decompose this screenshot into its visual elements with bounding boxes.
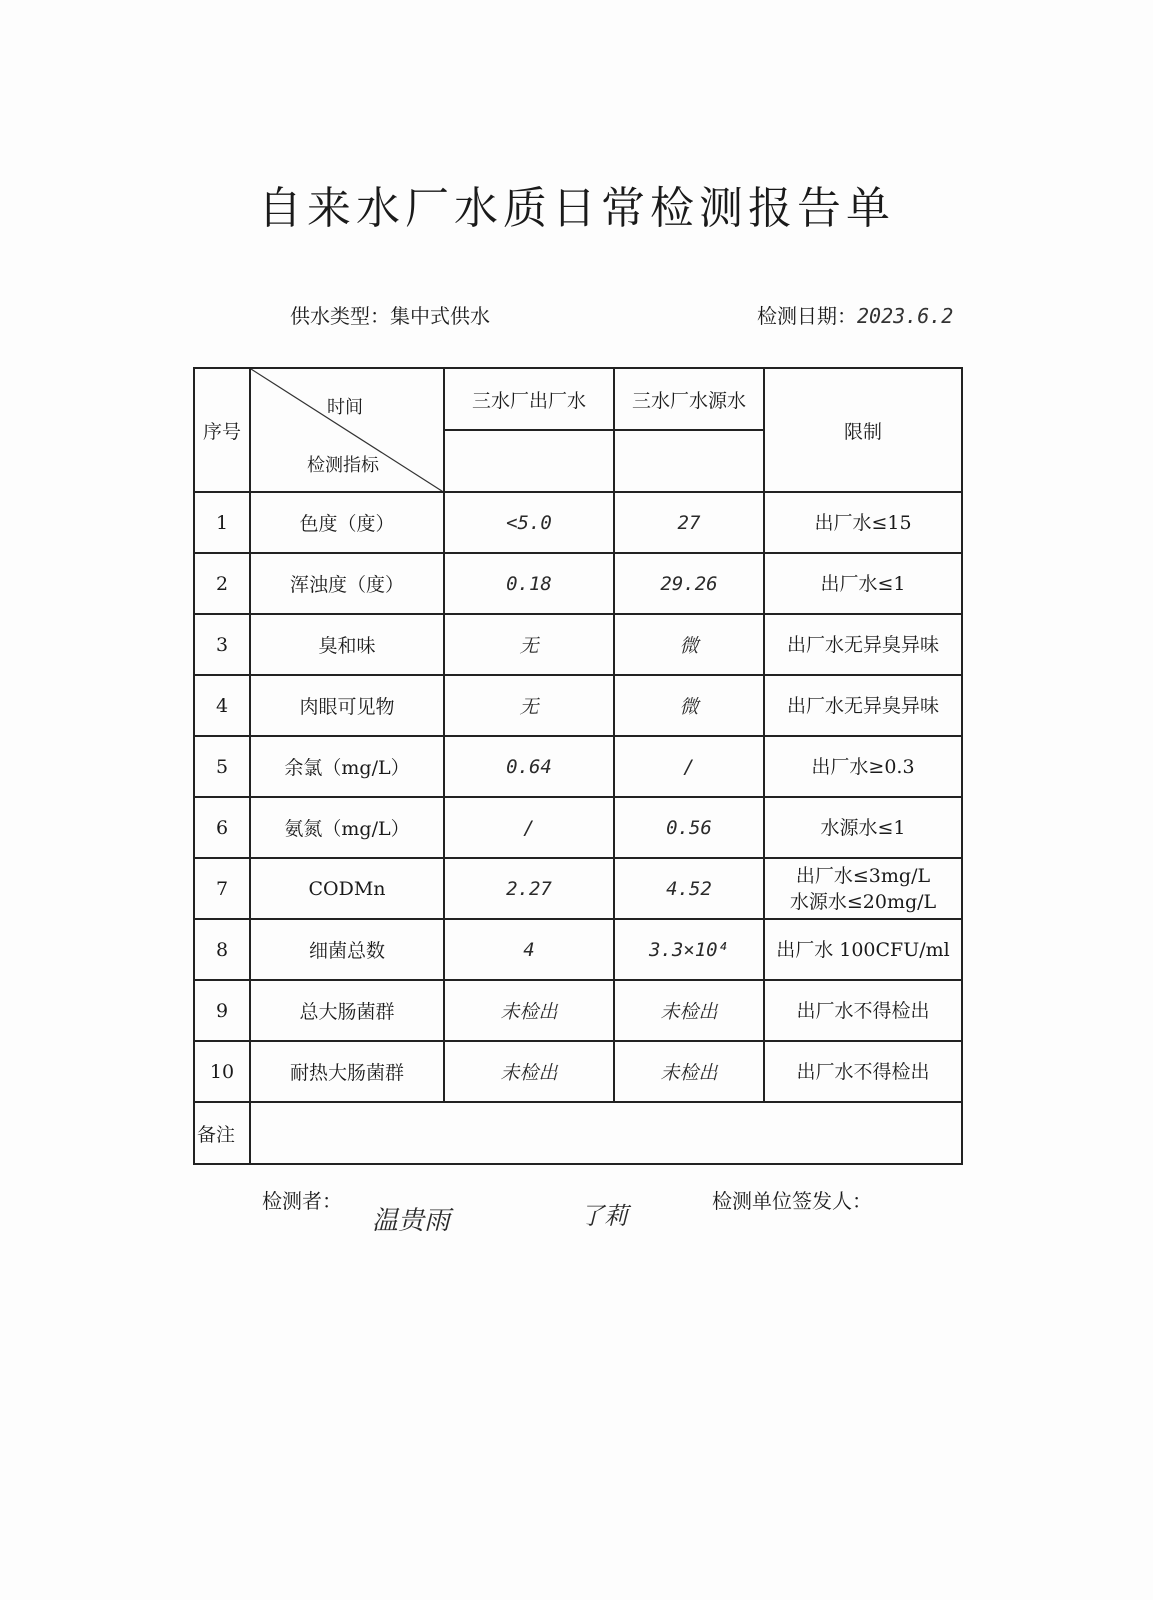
table-row — [194, 1041, 962, 1102]
table-row — [194, 492, 962, 553]
row-value-b: / — [614, 736, 764, 797]
page-title: 自来水厂水质日常检测报告单 — [258, 183, 895, 234]
remark-value — [250, 1102, 962, 1164]
row-limit: 出厂水不得检出 — [764, 980, 962, 1041]
row-indicator: 余氯（mg/L） — [250, 736, 444, 797]
indicator-label: 检测指标 — [307, 455, 379, 476]
row-limit: 出厂水≥0.3 — [764, 736, 962, 797]
row-number: 10 — [194, 1041, 250, 1102]
table-body — [194, 492, 962, 1102]
row-value-b: 未检出 — [614, 980, 764, 1041]
row-indicator: 肉眼可见物 — [250, 675, 444, 736]
table-row — [194, 614, 962, 675]
row-indicator: 浑浊度（度） — [250, 553, 444, 614]
report-table — [193, 367, 963, 1165]
supply-type — [290, 300, 490, 329]
row-indicator: 氨氮（mg/L） — [250, 797, 444, 858]
row-number: 2 — [194, 553, 250, 614]
row-value-b: 3.3×10⁴ — [614, 919, 764, 980]
row-indicator: 臭和味 — [250, 614, 444, 675]
row-value-a: 0.18 — [444, 553, 614, 614]
row-indicator: CODMn — [250, 858, 444, 919]
row-value-b: 27 — [614, 492, 764, 553]
row-value-a: 0.64 — [444, 736, 614, 797]
row-indicator: 细菌总数 — [250, 919, 444, 980]
table-row — [194, 675, 962, 736]
row-value-b: 4.52 — [614, 858, 764, 919]
table-row — [194, 858, 962, 919]
table-row — [194, 553, 962, 614]
col-a-blank — [444, 430, 614, 492]
row-number: 4 — [194, 675, 250, 736]
row-number: 3 — [194, 614, 250, 675]
col-a-header: 三水厂出厂水 — [444, 368, 614, 430]
test-date-value: 2023.6.2 — [857, 304, 954, 328]
row-limit: 出厂水无异臭异味 — [764, 675, 962, 736]
col-b-blank — [614, 430, 764, 492]
row-value-a: 未检出 — [444, 980, 614, 1041]
row-value-b: 0.56 — [614, 797, 764, 858]
time-label: 时间 — [327, 397, 363, 418]
table-row — [194, 797, 962, 858]
row-limit — [764, 858, 962, 919]
row-value-a: 无 — [444, 675, 614, 736]
row-number: 1 — [194, 492, 250, 553]
limit-header: 限制 — [764, 368, 962, 492]
seq-header: 序号 — [194, 368, 250, 492]
row-number: 6 — [194, 797, 250, 858]
remark-label: 备注 — [194, 1102, 250, 1164]
tester-signature-1: 温贵雨 — [372, 1206, 451, 1236]
row-limit-line: 出厂水≤3mg/L — [795, 864, 931, 887]
row-limit: 出厂水不得检出 — [764, 1041, 962, 1102]
row-number: 9 — [194, 980, 250, 1041]
row-limit-line: 水源水≤20mg/L — [789, 890, 937, 913]
test-date-label: 检测日期： — [757, 304, 857, 328]
row-limit: 出厂水≤15 — [764, 492, 962, 553]
table-row — [194, 736, 962, 797]
tester-signature-2: 了莉 — [580, 1202, 628, 1230]
row-indicator: 耐热大肠菌群 — [250, 1041, 444, 1102]
supply-type-label: 供水类型： — [290, 304, 390, 328]
row-value-b: 未检出 — [614, 1041, 764, 1102]
table-row — [194, 980, 962, 1041]
diagonal-header — [250, 368, 444, 492]
signer: 检测单位签发人： — [712, 1189, 872, 1213]
row-number: 5 — [194, 736, 250, 797]
row-value-b: 29.26 — [614, 553, 764, 614]
row-value-a: 无 — [444, 614, 614, 675]
row-value-a: 2.27 — [444, 858, 614, 919]
row-limit: 水源水≤1 — [764, 797, 962, 858]
table-row — [194, 919, 962, 980]
row-indicator: 总大肠菌群 — [250, 980, 444, 1041]
row-value-a: / — [444, 797, 614, 858]
row-value-a: <5.0 — [444, 492, 614, 553]
row-value-a: 未检出 — [444, 1041, 614, 1102]
supply-type-value: 集中式供水 — [390, 304, 490, 328]
tester: 检测者： — [262, 1189, 342, 1213]
row-limit: 出厂水≤1 — [764, 553, 962, 614]
row-number: 8 — [194, 919, 250, 980]
row-value-b: 微 — [614, 675, 764, 736]
col-b-header: 三水厂水源水 — [614, 368, 764, 430]
test-date — [757, 300, 953, 329]
row-limit: 出厂水 100CFU/ml — [764, 919, 962, 980]
row-value-b: 微 — [614, 614, 764, 675]
row-indicator: 色度（度） — [250, 492, 444, 553]
row-limit: 出厂水无异臭异味 — [764, 614, 962, 675]
row-number: 7 — [194, 858, 250, 919]
row-value-a: 4 — [444, 919, 614, 980]
